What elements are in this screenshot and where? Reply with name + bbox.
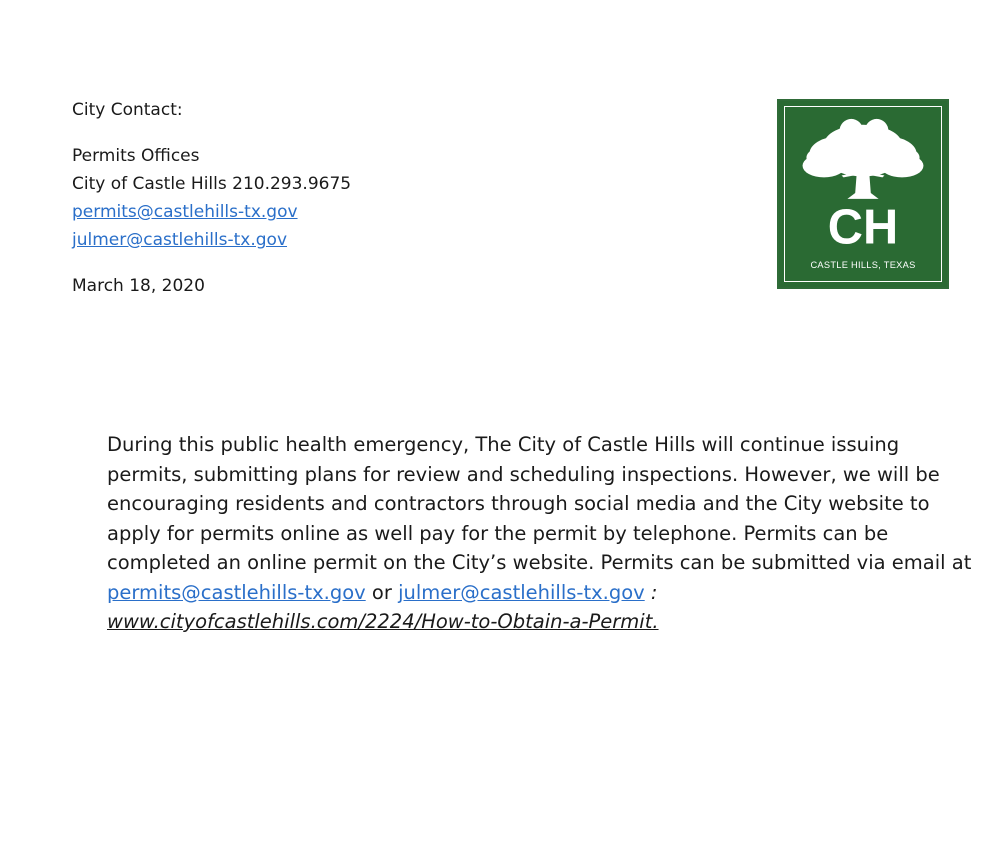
notice-email-julmer-link[interactable]: julmer@castlehills-tx.gov [398, 580, 645, 604]
city-phone: City of Castle Hills 210.293.9675 [72, 174, 352, 194]
city-contact-block [72, 96, 592, 300]
office-name: Permits Offices [72, 146, 200, 166]
logo-initials: CH [827, 200, 899, 255]
notice-or: or [371, 580, 392, 604]
contact-email-permits-link[interactable]: permits@castlehills-tx.gov [72, 202, 298, 222]
contact-email-julmer-link[interactable]: julmer@castlehills-tx.gov [72, 230, 288, 250]
letter-date: March 18, 2020 [72, 276, 205, 296]
permit-notice [107, 430, 977, 637]
contact-heading: City Contact: [72, 100, 183, 120]
permit-website-link[interactable]: www.cityofcastlehills.com/2224/How-to-Obtain-a-Permit. [107, 610, 659, 633]
castle-hills-logo [777, 99, 949, 289]
notice-paragraph [107, 430, 977, 637]
oak-tree-icon [785, 107, 941, 281]
notice-email-permits-link[interactable]: permits@castlehills-tx.gov [107, 580, 366, 604]
logo-caption: CASTLE HILLS, TEXAS [810, 260, 916, 271]
logo-frame [784, 106, 942, 282]
notice-text: During this public health emergency, The City of Castle Hills will continue issuing permits, submitting plans for review and scheduling inspections. However, we will be encouraging residents and contractors through social media and the City website to apply for permits online as well pay for the permit by telephone. Permits can be completed an online permit on the City’s website. Permits can be submitted via email at [107, 433, 972, 574]
notice-colon: : [650, 580, 658, 604]
